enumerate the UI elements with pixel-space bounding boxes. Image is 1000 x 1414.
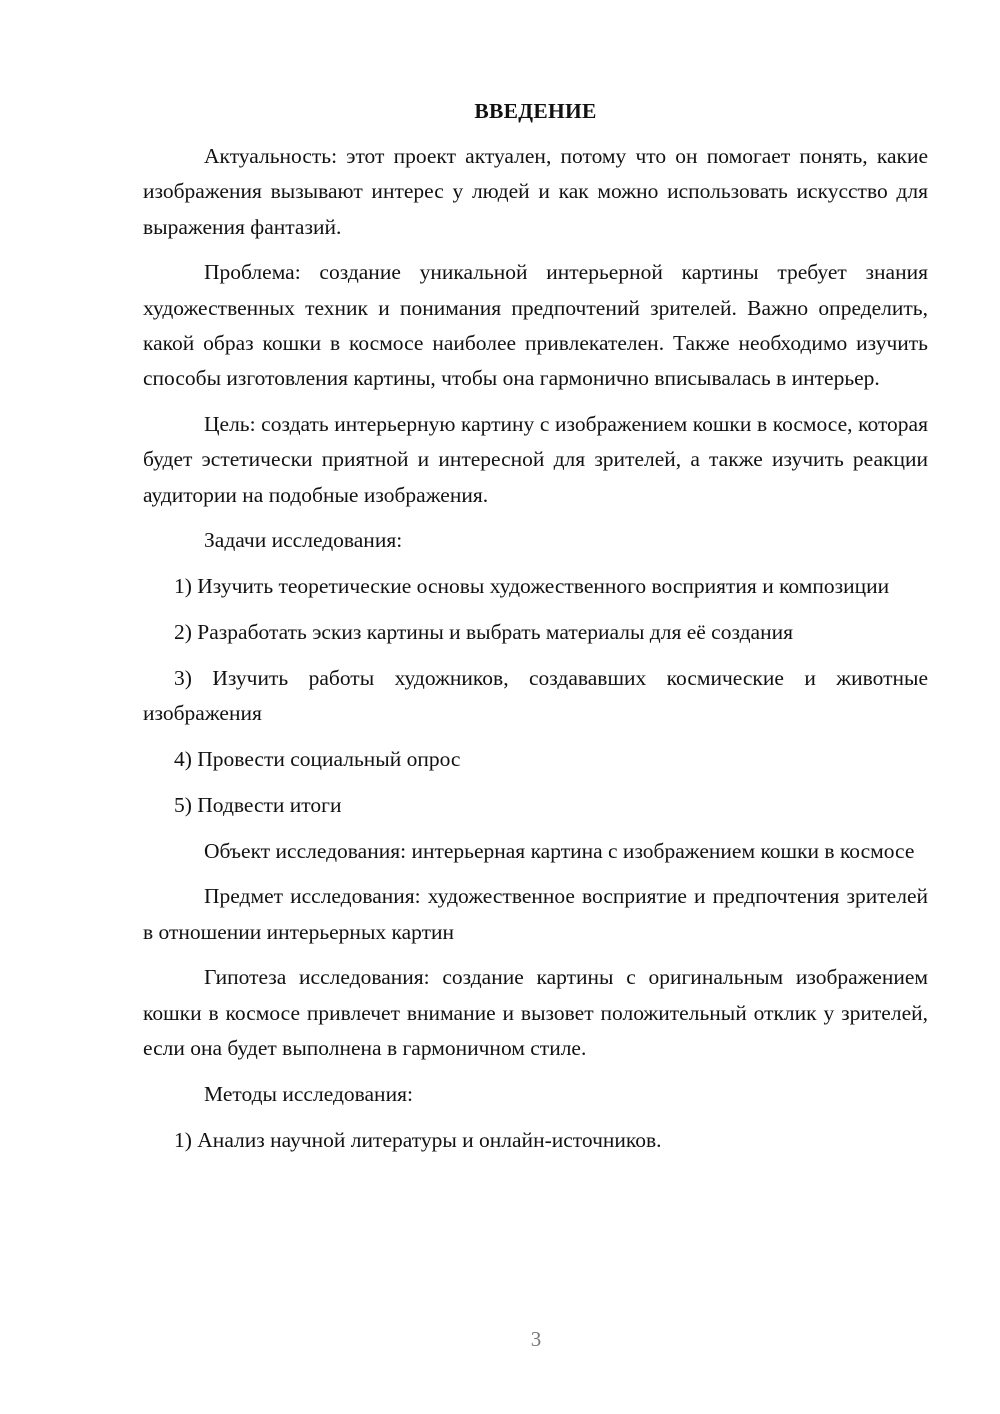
paragraph-goal: Цель: создать интерьерную картину с изображением кошки в космосе, которая будет эстетически приятной и интересной для зрителей, а также изучить реакции аудитории на подобные изображения.	[143, 412, 928, 507]
paragraph-object: Объект исследования: интерьерная картина с изображением кошки в космосе	[204, 838, 915, 863]
document-page	[143, 94, 928, 1168]
paragraph-problem: Проблема: создание уникальной интерьерной картины требует знания художественных техник и понимания предпочтений зрителей. Важно определить, какой образ кошки в космосе наиболее привлекателен. Также необходимо изучить способы изготовления картины, чтобы она гармонично вписывалась в интерьер.	[143, 260, 928, 391]
paragraph-subject: Предмет исследования: художественное восприятие и предпочтения зрителей в отношении интерьерных картин	[143, 884, 928, 944]
section-title: ВВЕДЕНИЕ	[474, 99, 597, 123]
task-item: 3) Изучить работы художников, создававших космические и животные изображения	[143, 665, 928, 726]
page-number: 3	[530, 1327, 542, 1351]
task-item: 2) Разработать эскиз картины и выбрать материалы для её создания	[174, 620, 793, 645]
task-item: 5) Подвести итоги	[174, 792, 342, 817]
tasks-heading: Задачи исследования:	[204, 528, 403, 553]
paragraph-relevance: Актуальность: этот проект актуален, потому что он помогает понять, какие изображения вызывают интерес у людей и как можно использовать искусство для выражения фантазий.	[143, 144, 928, 239]
method-item: 1) Анализ научной литературы и онлайн-источников.	[174, 1127, 662, 1152]
task-item: 4) Провести социальный опрос	[174, 746, 461, 771]
methods-heading: Методы исследования:	[204, 1081, 413, 1106]
paragraph-hypothesis: Гипотеза исследования: создание картины с оригинальным изображением кошки в космосе привлечет внимание и вызовет положительный отклик у зрителей, если она будет выполнена в гармоничном стиле.	[143, 965, 928, 1061]
task-item: 1) Изучить теоретические основы художественного восприятия и композиции	[174, 574, 890, 599]
